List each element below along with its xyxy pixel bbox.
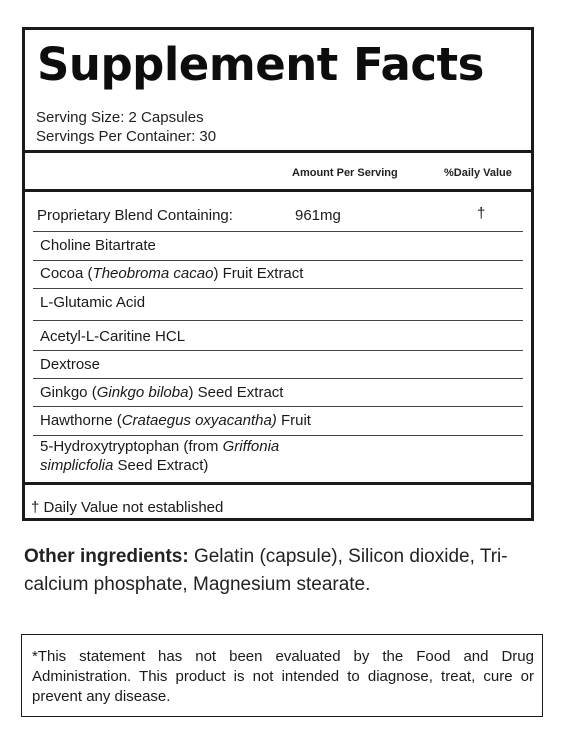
- ingredient-row: [40, 294, 145, 313]
- other-ingredients-text: Gelatin (capsule), Silicon dioxide, Tri-calcium phosphate, Magnesium stearate.: [24, 546, 508, 595]
- ingredient-name: 5-Hydroxytryptophan (from: [40, 438, 223, 455]
- row-divider: [33, 435, 523, 436]
- ingredient-latin-name: Griffonia simplicfolia: [40, 438, 280, 474]
- ingredient-row: [40, 328, 185, 347]
- ingredient-latin-name: Theobroma cacao: [92, 265, 214, 282]
- row-divider: [33, 350, 523, 351]
- blend-amount: 961mg: [295, 207, 341, 224]
- row-divider: [33, 260, 523, 261]
- ingredient-row: [40, 384, 283, 403]
- column-header-daily-value: %Daily Value: [444, 167, 512, 179]
- ingredient-row: [40, 438, 340, 476]
- ingredient-name: Acetyl-L-Caritine HCL: [40, 328, 186, 345]
- facts-title: Supplement Facts: [37, 38, 484, 91]
- ingredient-part: ) Fruit Extract: [213, 265, 304, 282]
- ingredient-row: [40, 356, 100, 375]
- other-ingredients: [24, 543, 544, 599]
- ingredient-name: Choline Bitartrate: [40, 237, 156, 254]
- ingredient-name: Cocoa (: [40, 265, 93, 282]
- fda-disclaimer: *This statement has not been evaluated by the Food and Drug Administration. This product is not intended to diagnose, treat, cure or prevent any disease.: [21, 634, 543, 717]
- ingredient-row: [40, 412, 311, 431]
- ingredient-name: Ginkgo (: [40, 384, 97, 401]
- daily-value-footnote: † Daily Value not established: [31, 499, 224, 516]
- ingredient-name: Hawthorne (: [40, 412, 122, 429]
- ingredient-latin-name: Ginkgo biloba: [96, 384, 189, 401]
- ingredient-part: Seed Extract): [113, 456, 209, 474]
- blend-daily-value: †: [477, 205, 486, 222]
- servings-per-container: Servings Per Container: 30: [36, 128, 217, 145]
- divider-top: [25, 150, 531, 153]
- ingredient-name: Dextrose: [40, 356, 101, 373]
- row-divider: [33, 378, 523, 379]
- row-divider: [33, 406, 523, 407]
- ingredient-part: ) Seed Extract: [188, 384, 284, 401]
- other-ingredients-label: Other ingredients:: [24, 546, 189, 567]
- row-divider: [33, 288, 523, 289]
- ingredient-row: [40, 265, 303, 284]
- column-header-amount: Amount Per Serving: [292, 167, 398, 179]
- divider-bottom: [25, 482, 531, 485]
- ingredient-row: [40, 237, 156, 256]
- serving-size: Serving Size: 2 Capsules: [36, 109, 204, 126]
- row-divider: [33, 320, 523, 321]
- divider-header: [25, 189, 531, 192]
- ingredient-part: Fruit: [276, 412, 311, 429]
- supplement-facts-panel: [22, 27, 534, 521]
- row-divider: [33, 231, 523, 232]
- ingredient-latin-name: Crataegus oxyacantha): [121, 412, 277, 429]
- ingredient-name: L-Glutamic Acid: [40, 294, 146, 311]
- blend-label: Proprietary Blend Containing:: [37, 207, 233, 224]
